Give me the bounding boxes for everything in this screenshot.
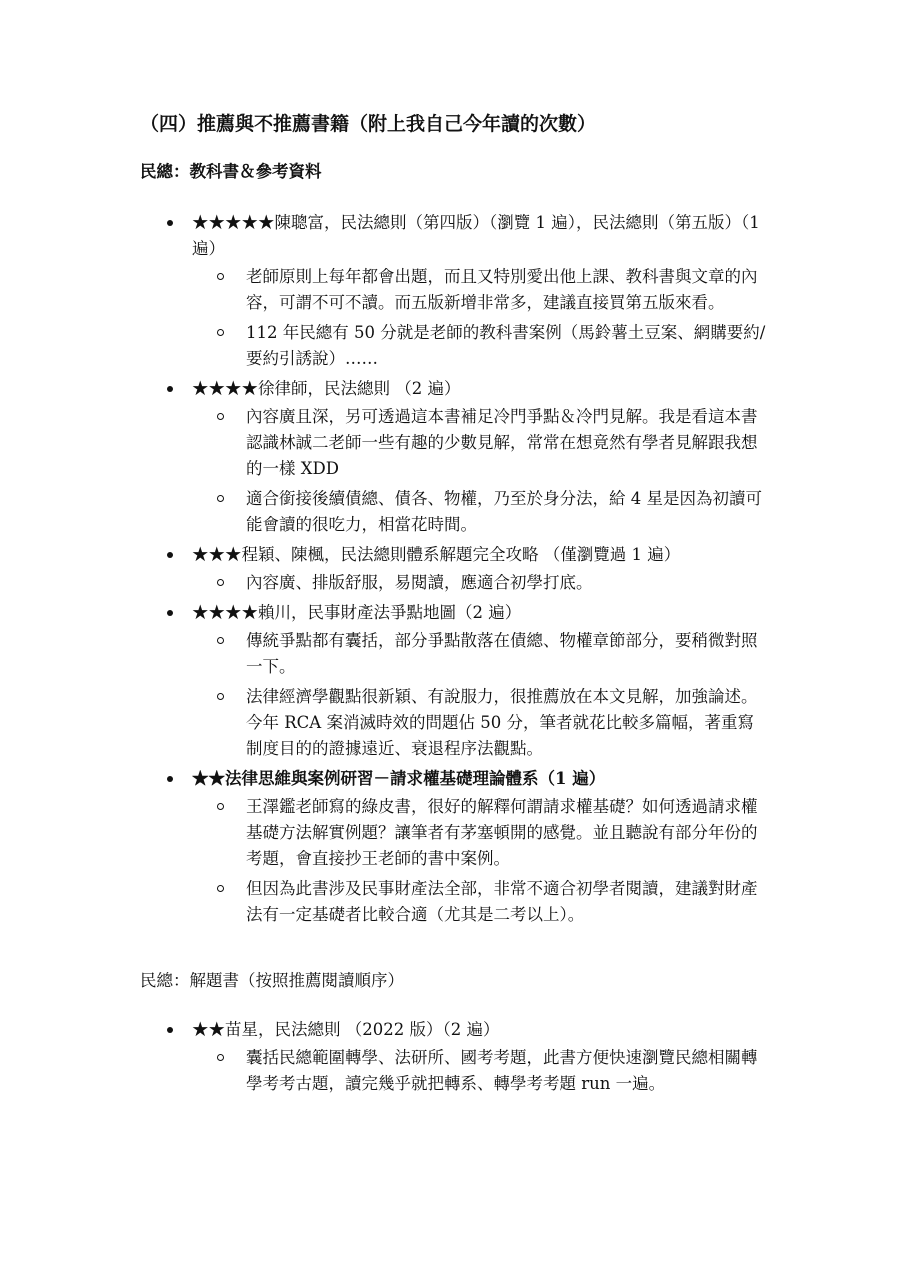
note-text: 但因為此書涉及民事財產法全部，非常不適合初學者閱讀，建議對財產法有一定基礎者比較合適（尤其是二考以上）。 (246, 879, 758, 924)
note-item (246, 684, 766, 762)
note-text: 老師原則上每年都會出題，而且又特別愛出他上課、教科書與文章的內容，可謂不可不讀。而五版新增非常多，建議直接買第五版來看。 (246, 267, 758, 312)
note-item (246, 876, 766, 928)
book-item (0, 376, 904, 538)
note-text: 內容廣且深，另可透過這本書補足冷門爭點＆冷門見解。我是看這本書認識林誠二老師一些有趣的少數見解，常常在想竟然有學者見解跟我想的一樣 XDD (246, 407, 758, 478)
note-item (246, 320, 766, 372)
note-text: 適合銜接後續債總、債各、物權，乃至於身分法，給 4 星是因為初讀可能會讀的很吃力，相當花時間。 (246, 489, 762, 534)
book-title: ★★★★★陳聰富，民法總則（第四版）（瀏覽 1 遍），民法總則（第五版）（1 遍） (192, 213, 760, 258)
note-item (246, 264, 766, 316)
note-list (192, 1045, 766, 1097)
circle-bullet-icon (217, 579, 224, 586)
circle-bullet-icon (217, 637, 224, 644)
circle-bullet-icon (217, 273, 224, 280)
book-item (0, 600, 904, 762)
bullet-icon (167, 1027, 173, 1033)
page-title: （四）推薦與不推薦書籍（附上我自己今年讀的次數） (140, 113, 597, 135)
note-list (192, 264, 766, 372)
note-item (246, 570, 766, 596)
bullet-icon (167, 610, 173, 616)
circle-bullet-icon (217, 413, 224, 420)
note-item (246, 794, 766, 872)
circle-bullet-icon (217, 693, 224, 700)
circle-bullet-icon (217, 329, 224, 336)
note-text: 112 年民總有 50 分就是老師的教科書案例（馬鈴薯土豆案、網購要約/要約引誘說）…… (246, 323, 766, 368)
circle-bullet-icon (217, 885, 224, 892)
bullet-icon (167, 776, 173, 782)
note-list (192, 404, 766, 538)
note-text: 囊括民總範圍轉學、法研所、國考考題，此書方便快速瀏覽民總相關轉學考考古題，讀完幾乎就把轉系、轉學考考題 run 一遍。 (246, 1048, 758, 1093)
book-title: ★★★程穎、陳楓，民法總則體系解題完全攻略 （僅瀏覽過 1 遍） (192, 545, 681, 564)
note-text: 法律經濟學觀點很新穎、有說服力，很推薦放在本文見解，加強論述。今年 RCA 案消滅時效的問題佔 50 分，筆者就花比較多篇幅，著重寫制度目的的證據遠近、衰退程序法觀點。 (246, 687, 758, 758)
circle-bullet-icon (217, 495, 224, 502)
note-list (192, 570, 766, 596)
circle-bullet-icon (217, 803, 224, 810)
note-list (192, 794, 766, 928)
bullet-icon (167, 552, 173, 558)
section-label-textbooks: 民總：教科書＆參考資料 (140, 162, 322, 181)
note-text: 王澤鑑老師寫的綠皮書，很好的解釋何謂請求權基礎？如何透過請求權基礎方法解實例題？讓筆者有茅塞頓開的感覺。並且聽說有部分年份的考題，會直接抄王老師的書中案例。 (246, 797, 758, 868)
book-list-textbooks (0, 210, 904, 932)
note-text: 傳統爭點都有囊括，部分爭點散落在債總、物權章節部分，要稍微對照一下。 (246, 631, 758, 676)
note-text: 內容廣、排版舒服，易閱讀，應適合初學打底。 (246, 573, 593, 592)
book-item (0, 210, 904, 372)
book-item (0, 542, 904, 596)
bullet-icon (167, 220, 173, 226)
book-title: ★★苗星，民法總則 （2022 版）（2 遍） (192, 1020, 500, 1039)
note-item (246, 486, 766, 538)
book-item (0, 766, 904, 928)
book-item (0, 1017, 904, 1097)
note-item (246, 404, 766, 482)
section-label-solution-books: 民總：解題書（按照推薦閱讀順序） (140, 971, 404, 990)
book-list-solution-books (0, 1017, 904, 1101)
book-title: ★★★★賴川，民事財產法爭點地圖（2 遍） (192, 603, 522, 622)
note-item (246, 628, 766, 680)
circle-bullet-icon (217, 1054, 224, 1061)
book-title: ★★★★徐律師，民法總則 （2 遍） (192, 379, 461, 398)
book-title: ★★法律思維與案例研習－請求權基礎理論體系（1 遍） (192, 769, 606, 788)
note-item (246, 1045, 766, 1097)
note-list (192, 628, 766, 762)
bullet-icon (167, 386, 173, 392)
